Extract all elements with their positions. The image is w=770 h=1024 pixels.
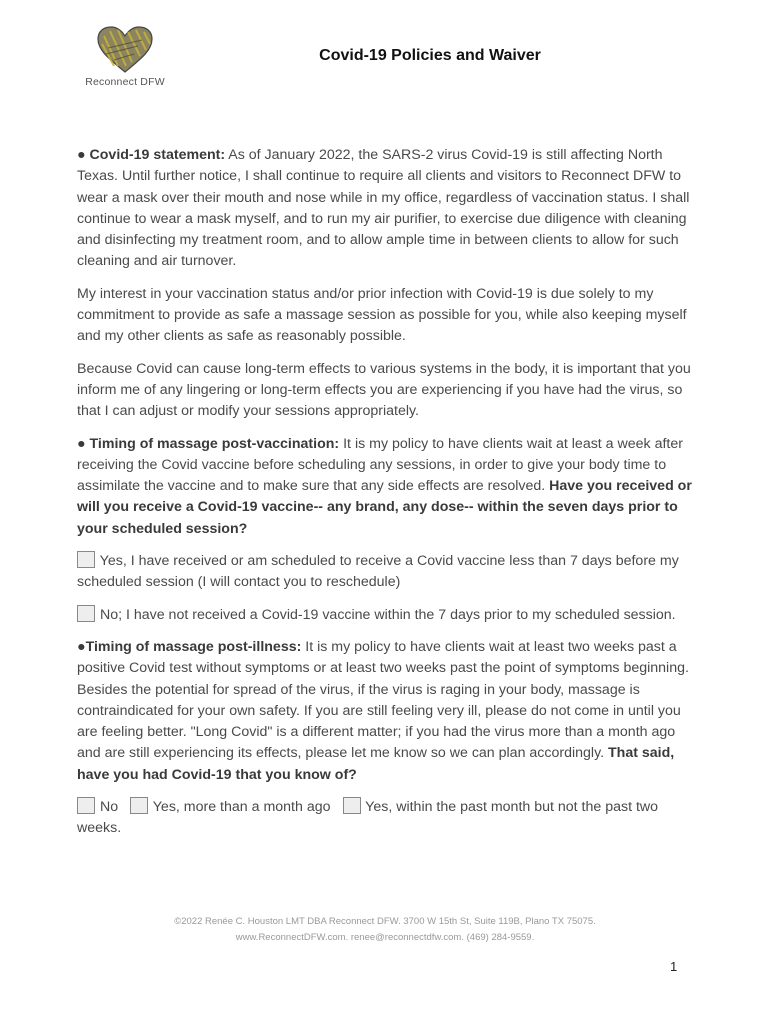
illness-month-ago-label: Yes, more than a month ago [149, 799, 331, 816]
logo-text: Reconnect DFW [85, 76, 165, 88]
vaccination-yes-label: Yes, I have received or am scheduled to receive a Covid vaccine less than 7 days before my scheduled session (I will contact you to reschedule) [77, 553, 679, 591]
vaccination-heading: ● Timing of massage post-vaccination: [77, 435, 340, 452]
page-number: 1 [670, 959, 678, 974]
vaccination-option-no [77, 605, 695, 626]
page-title: Covid-19 Policies and Waiver [319, 47, 541, 64]
illness-paragraph [77, 637, 695, 786]
vaccination-yes-checkbox[interactable] [77, 551, 95, 568]
vaccination-paragraph [77, 434, 695, 540]
footer [100, 914, 670, 946]
illness-heading: ●Timing of massage post-illness: [77, 638, 302, 655]
vaccination-no-label: No; I have not received a Covid-19 vaccine within the 7 days prior to my scheduled session. [96, 606, 676, 623]
illness-no-label: No [96, 799, 119, 816]
vaccination-no-checkbox[interactable] [77, 605, 95, 622]
covid-statement-text: As of January 2022, the SARS-2 virus Covid-19 is still affecting North Texas. Until further notice, I shall continue to require all clients and visitors to Reconnect DFW to wear a mask over their mouth and nose while in my office, regardless of vaccination status. I shall continue to wear a mask myself, and to run my air purifier, to exercise due diligence with cleaning and disinfecting my treatment room, and to allow ample time in between clients to allow for such cleaning and air turnover. [77, 147, 690, 270]
footer-address: ©2022 Renée C. Houston LMT DBA Reconnect DFW. 3700 W 15th St, Suite 119B, Plano TX 75075. [174, 916, 596, 927]
vaccination-option-yes [77, 551, 695, 594]
illness-text: It is my policy to have clients wait at least two weeks past a positive Covid test without symptoms or at least two weeks past the point of symptoms beginning. Besides the potential for spread of the virus, if the virus is raging in your body, massage is contraindicated for your own safety. If you are still feeling very ill, please do not come in until you are feeling better. "Long Covid" is a different matter; if you had the virus more than a month ago and are still experiencing its effects, please let me know so we can plan accordingly. [77, 638, 689, 762]
illness-question: That said, have you had Covid-19 that you know of? [77, 745, 675, 783]
covid-statement-paragraph [77, 145, 695, 273]
illness-no-checkbox[interactable] [77, 797, 95, 814]
long-term-paragraph: Because Covid can cause long-term effects to various systems in the body, it is important that you inform me of any lingering or long-term effects you are experiencing if you have had the virus, so that I can adjust or modify your sessions appropriately. [77, 360, 691, 420]
vaccination-text: It is my policy to have clients wait at least a week after receiving the Covid vaccine before scheduling any sessions, in order to give your body time to assimilate the vaccine and to make sure that any side effects are resolved. [77, 435, 683, 495]
footer-contact: www.ReconnectDFW.com. renee@reconnectdfw.com. (469) 284-9559. [235, 932, 535, 943]
interest-paragraph: My interest in your vaccination status and/or prior infection with Covid-19 is due solely to my commitment to provide as safe a massage session as possible for you, while also keeping myself and my other clients as safe as reasonably possible. [77, 285, 687, 345]
heart-logo-icon [96, 26, 154, 74]
illness-past-month-label: Yes, within the past month but not the past two weeks. [77, 799, 659, 837]
illness-options [77, 797, 695, 840]
vaccination-question: Have you received or will you receive a Covid-19 vaccine-- any brand, any dose-- within the seven days prior to your scheduled session? [77, 478, 692, 537]
illness-month-ago-checkbox[interactable] [130, 797, 148, 814]
covid-statement-heading: ● Covid-19 statement: [77, 147, 226, 163]
document-body [77, 145, 695, 851]
illness-past-month-checkbox[interactable] [343, 797, 361, 814]
logo [80, 26, 170, 88]
